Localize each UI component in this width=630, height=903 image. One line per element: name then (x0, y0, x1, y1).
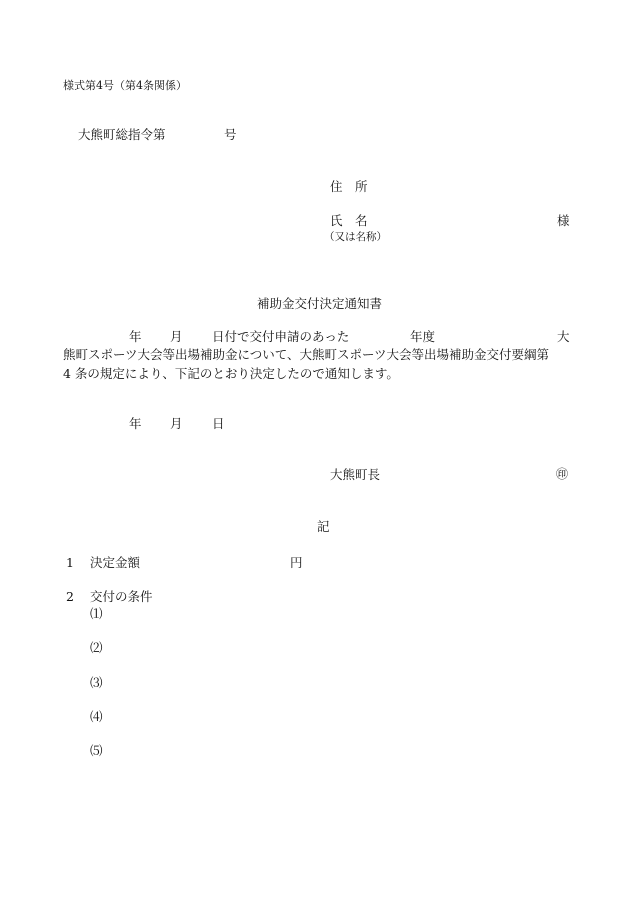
issuer-title: 大熊町長 (330, 467, 381, 482)
body-fiscal-year: 年度 (410, 329, 436, 344)
body-line3: 4 条の規定により、下記のとおり決定したので通知します。 (63, 366, 399, 381)
item-label-amount: 決定金額 (90, 555, 141, 570)
document-title: 補助金交付決定通知書 (257, 296, 383, 311)
condition-item: ⑵ (90, 640, 103, 655)
condition-item: ⑴ (90, 606, 103, 621)
item-number: 1 (66, 555, 74, 570)
date-year: 年 (129, 416, 142, 431)
body-line1-end: 大 (557, 329, 570, 344)
name-note: （又は名称） (324, 231, 387, 243)
condition-item: ⑶ (90, 675, 103, 690)
amount-unit: 円 (290, 555, 303, 570)
condition-item: ⑷ (90, 709, 103, 724)
name-label: 氏 名 (330, 213, 368, 228)
date-month: 月 (170, 416, 183, 431)
body-year: 年 (129, 329, 142, 344)
condition-item: ⑸ (90, 743, 103, 758)
order-number-suffix: 号 (224, 127, 237, 142)
body-day-text: 日付で交付申請のあった (212, 329, 350, 344)
item-label-conditions: 交付の条件 (90, 589, 153, 604)
seal-mark: ㊞ (556, 467, 569, 481)
address-label: 住 所 (330, 179, 368, 194)
order-number-prefix: 大熊町総指令第 (78, 127, 166, 142)
date-day: 日 (212, 416, 225, 431)
honorific: 様 (557, 213, 570, 228)
form-number: 様式第4号（第4条関係） (63, 79, 187, 92)
body-month: 月 (170, 329, 183, 344)
notes-heading: 記 (317, 519, 330, 534)
body-line2: 熊町スポーツ大会等出場補助金について、大熊町スポーツ大会等出場補助金交付要綱第 (63, 347, 550, 362)
item-number: 2 (66, 589, 74, 604)
